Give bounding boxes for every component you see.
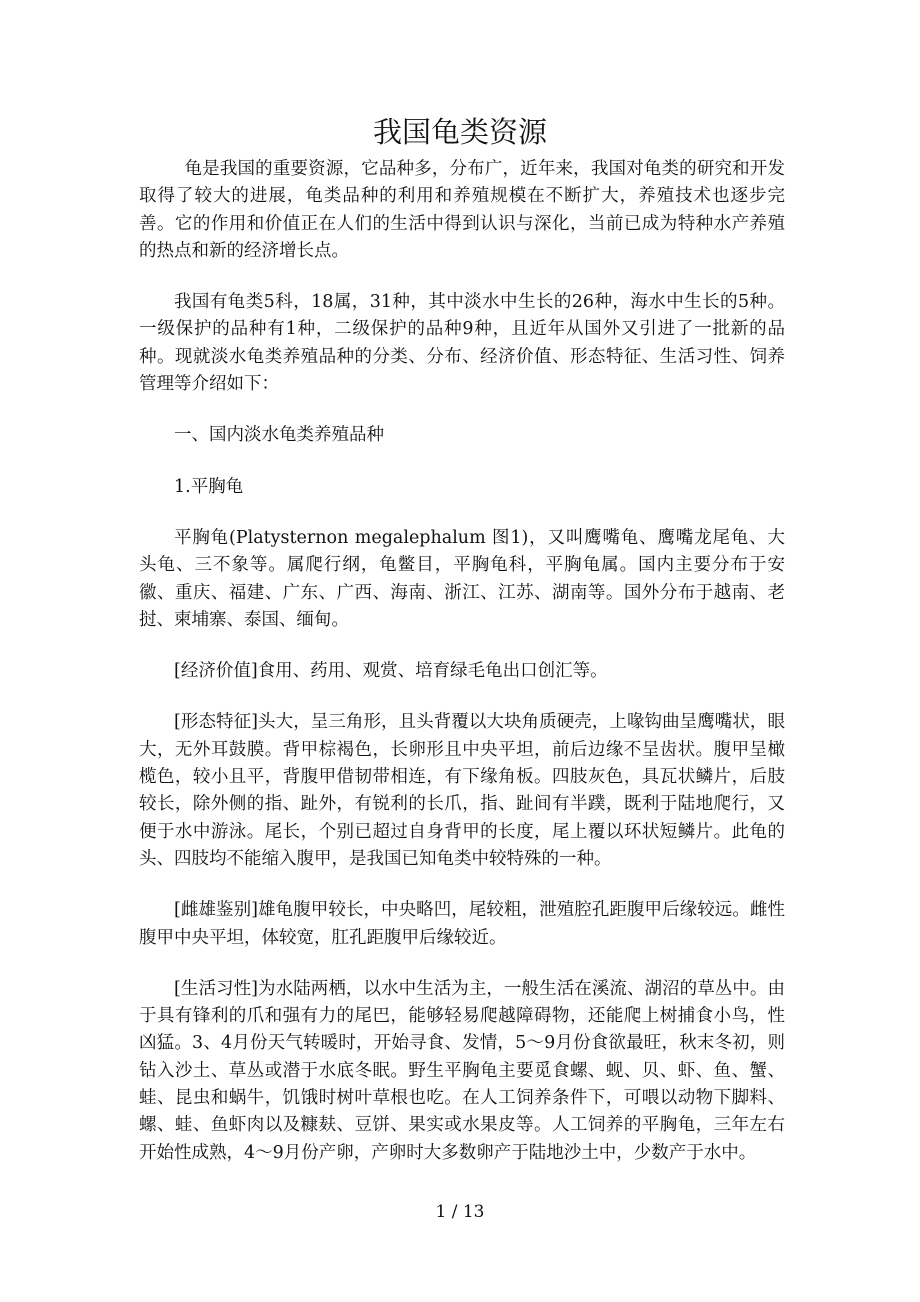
sex-identification-paragraph: [雌雄鉴别]雄龟腹甲较长，中央略凹，尾较粗，泄殖腔孔距腹甲后缘较远。雌性腹甲中央平坦，体较宽，肛孔距腹甲后缘较近。 — [139, 900, 785, 948]
section-heading: 一、国内淡水龟类养殖品种 — [174, 425, 384, 446]
document-title: 我国龟类资源 — [372, 115, 547, 149]
economic-value-paragraph: [经济价值]食用、药用、观赏、培育绿毛龟出口创汇等。 — [174, 661, 608, 682]
classification-paragraph: 我国有龟类5科，18属，31种，其中淡水中生长的26种，海水中生长的5种。一级保护的品种有1种，二级保护的品种9种，且近年从国外又引进了一批新的品种。现就淡水龟类养殖品种的分类、分布、经济价值、形态特征、生活习性、饲养管理等介绍如下： — [139, 292, 785, 395]
document-body — [139, 156, 785, 1191]
habits-paragraph: [生活习性]为水陆两栖，以水中生活为主，一般生活在溪流、湖沼的草丛中。由于具有锋利的爪和强有力的尾巴，能够轻易爬越障碍物，还能爬上树捕食小鸟，性凶猛。3、4月份天气转暖时，开始寻食、发情，5～9月份食欲最旺，秋末冬初，则钻入沙土、草丛或潜于水底冬眠。野生平胸龟主要觅食螺、蚬、贝、虾、鱼、蟹、蛙、昆虫和蜗牛，饥饿时树叶草根也吃。在人工饲养条件下，可喂以动物下脚料、螺、蛙、鱼虾肉以及糠麸、豆饼、果实或水果皮等。人工饲养的平胸龟，三年左右开始性成熟，4～9月份产卵，产卵时大多数卵产于陆地沙土中，少数产于水中。 — [139, 978, 785, 1163]
page-number: 1 / 13 — [435, 1202, 485, 1222]
intro-paragraph: 龟是我国的重要资源，它品种多，分布广，近年来，我国对龟类的研究和开发取得了较大的进展，龟类品种的利用和养殖规模在不断扩大，养殖技术也逐步完善。它的作用和价值正在人们的生活中得到认识与深化，当前已成为特种水产养殖的热点和新的经济增长点。 — [139, 159, 785, 261]
morphology-paragraph: [形态特征]头大，呈三角形，且头背覆以大块角质硬壳，上喙钩曲呈鹰嘴状，眼大，无外耳鼓膜。背甲棕褐色，长卵形且中央平坦，前后边缘不呈齿状。腹甲呈橄榄色，较小且平，背腹甲借韧带相连，有下缘角板。四肢灰色，具瓦状鳞片，后肢较长，除外侧的指、趾外，有锐利的长爪，指、趾间有半蹼，既利于陆地爬行，又便于水中游泳。尾长，个别已超过自身背甲的长度，尾上覆以环状短鳞片。此龟的头、四肢均不能缩入腹甲，是我国已知龟类中较特殊的一种。 — [139, 712, 785, 869]
subsection-heading: 1.平胸龟 — [174, 476, 244, 497]
species-description-paragraph: 平胸龟(Platysternon megalephalum 图1)，又叫鹰嘴龟、鹰嘴龙尾龟、大头龟、三不象等。属爬行纲，龟鳖目，平胸龟科，平胸龟属。国内主要分布于安徽、重庆、福建、广东、广西、海南、浙江、江苏、湖南等。国外分布于越南、老挝、柬埔寨、泰国、缅甸。 — [139, 527, 785, 630]
